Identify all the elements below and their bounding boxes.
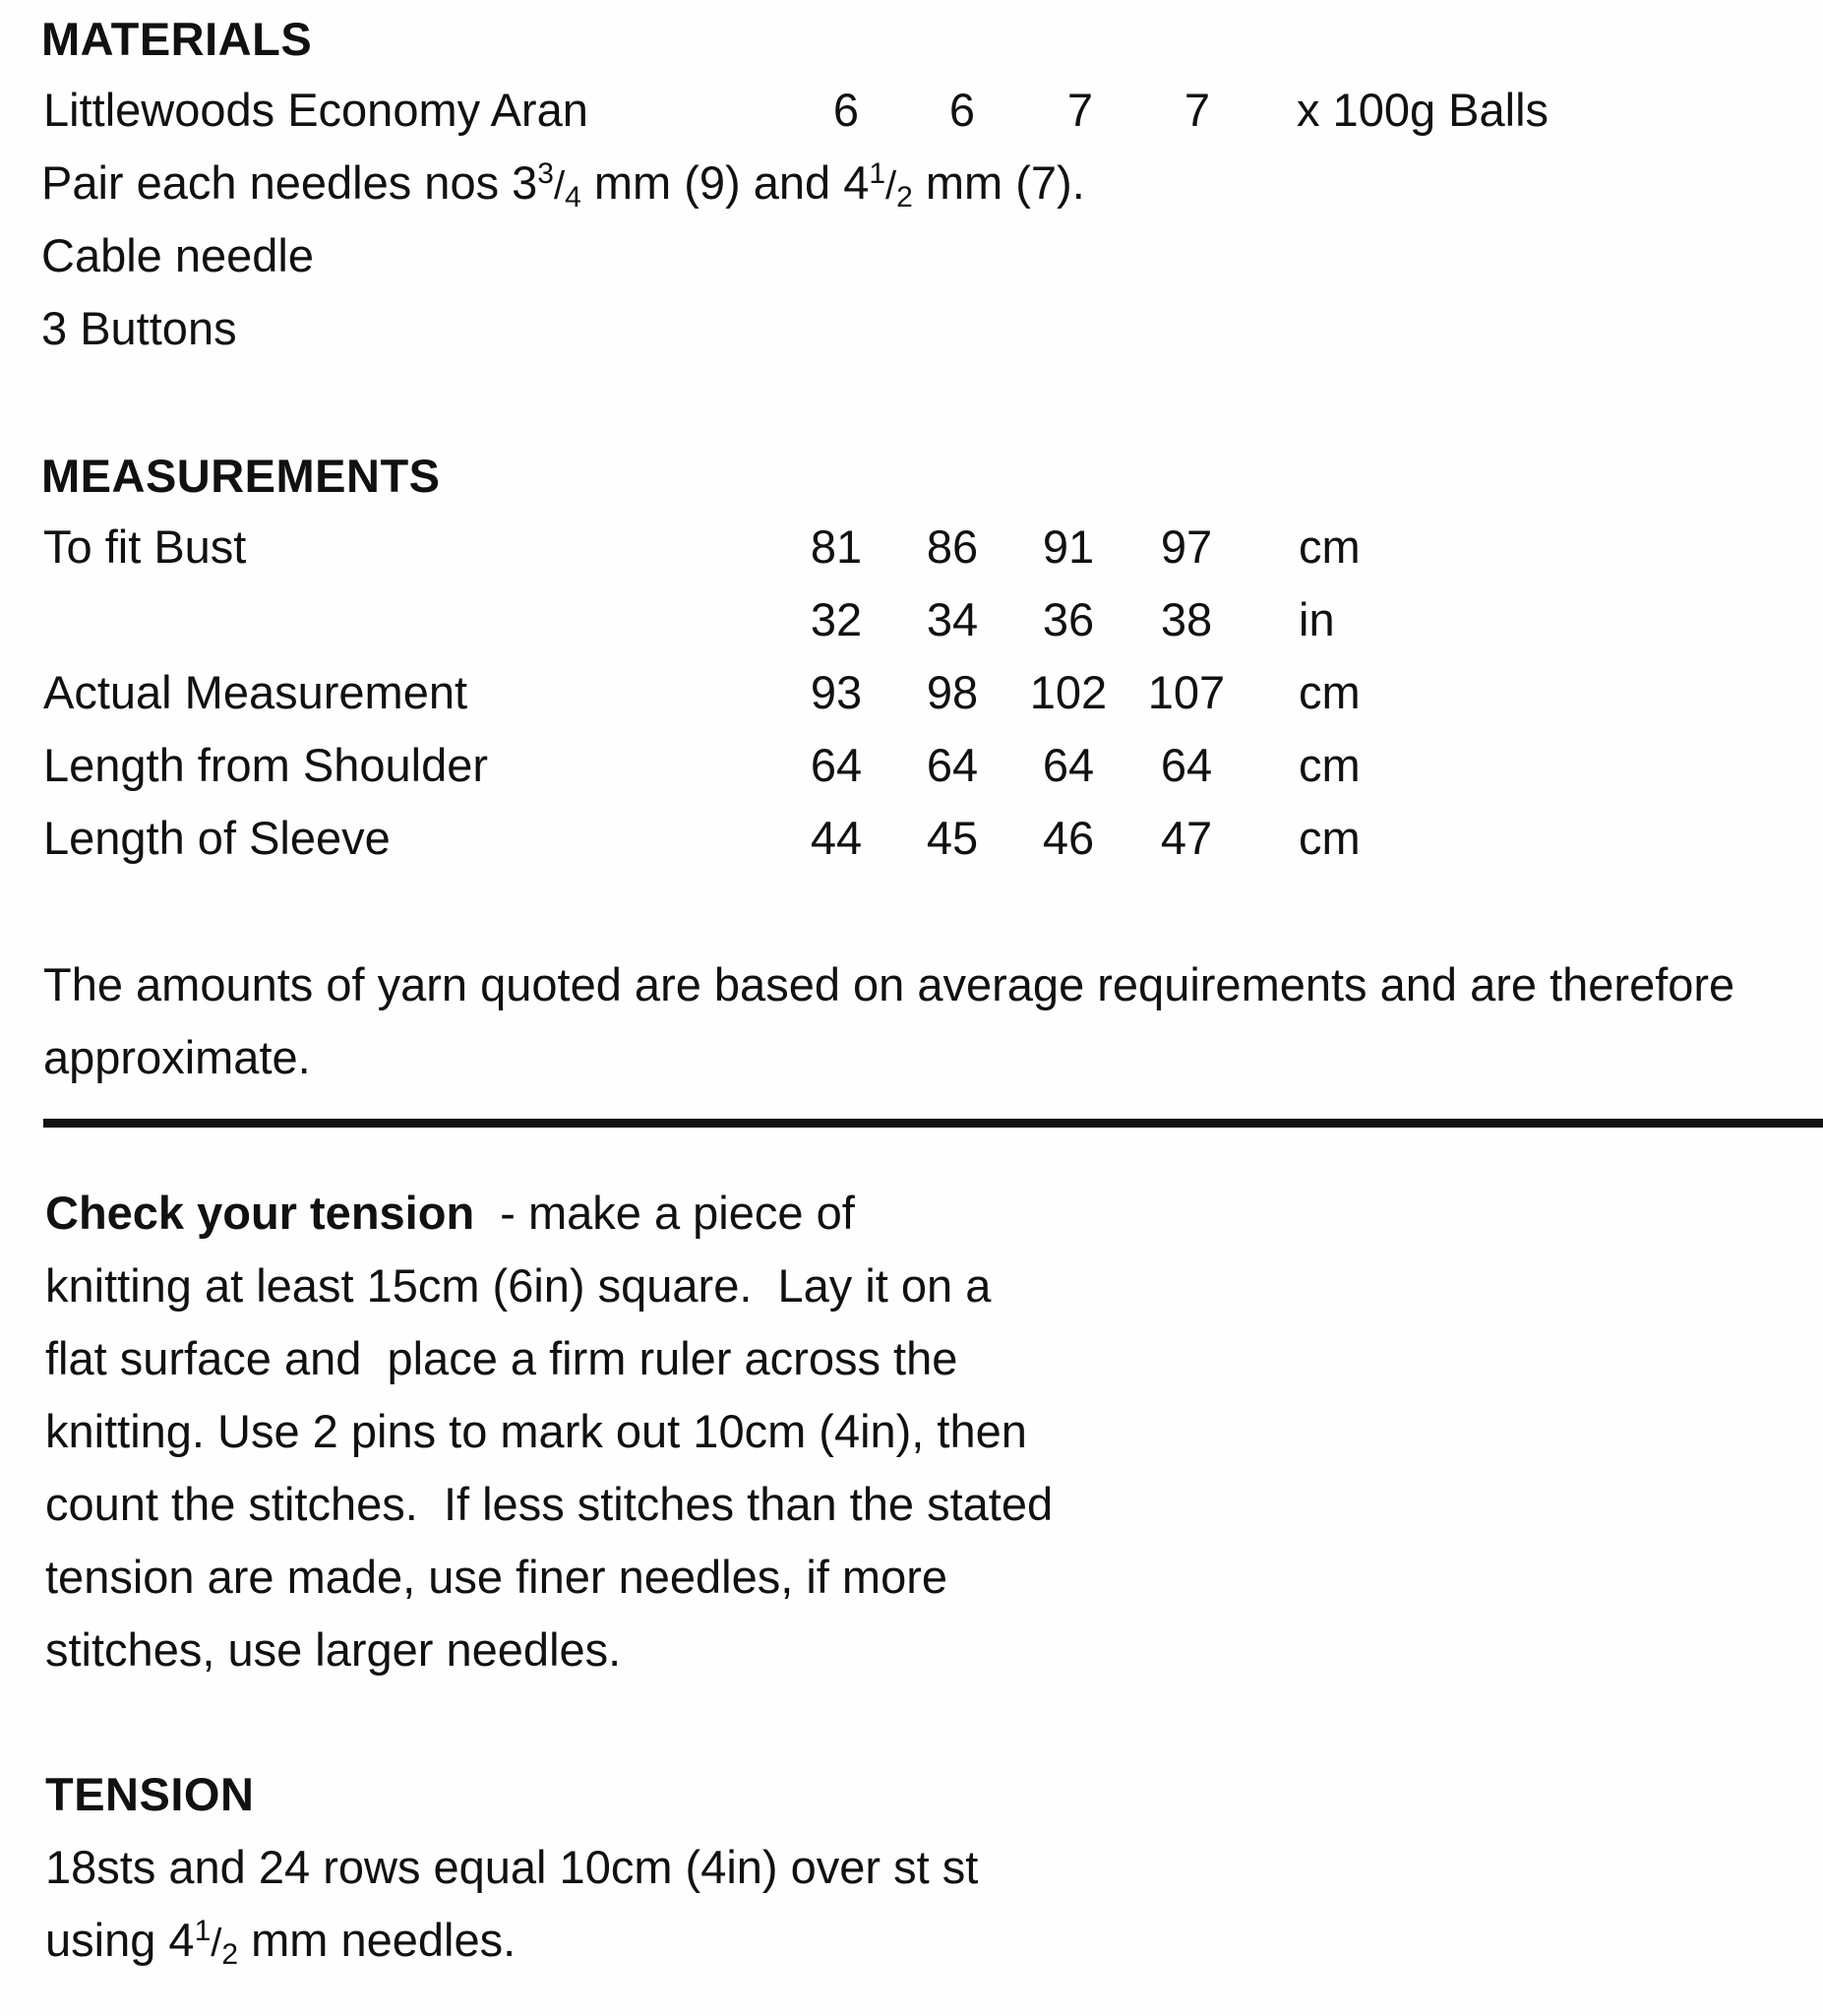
measurement-value: 36	[1042, 593, 1095, 645]
yarn-note-line: The amounts of yarn quoted are based on average requirements and are therefore	[43, 958, 1735, 1010]
measurement-value: 86	[926, 520, 979, 573]
measurement-row	[0, 811, 1823, 870]
measurement-label: Length of Sleeve	[43, 812, 391, 864]
section-divider	[43, 1119, 1823, 1128]
check-tension-line: flat surface and place a firm ruler across the	[45, 1332, 958, 1384]
check-tension-title: Check your tension	[45, 1187, 475, 1239]
needle-size1-den: 4	[565, 181, 581, 214]
cable-needle-line: Cable needle	[41, 229, 314, 281]
measurement-row	[0, 665, 1823, 724]
needles-prefix: Pair each needles nos 3	[41, 156, 538, 209]
yarn-qty-1: 6	[832, 84, 860, 136]
yarn-label: Littlewoods Economy Aran	[43, 84, 588, 136]
measurements-heading: MEASUREMENTS	[41, 450, 441, 502]
measurement-value: 64	[1042, 739, 1095, 791]
measurement-value: 107	[1147, 666, 1226, 718]
yarn-row	[0, 83, 1823, 142]
check-tension-first-line	[45, 1177, 1053, 1250]
check-tension-line: stitches, use larger needles.	[45, 1623, 622, 1676]
yarn-qty-2: 6	[948, 84, 976, 136]
check-tension-line: knitting. Use 2 pins to mark out 10cm (4in), then	[45, 1405, 1027, 1457]
check-tension-paragraph	[45, 1177, 1053, 1686]
yarn-qty-4: 7	[1184, 84, 1211, 136]
measurement-label: To fit Bust	[43, 520, 247, 573]
needle-size1-num: 3	[537, 157, 554, 190]
tension-needles-line: using $4^1/_2$ mm needles.	[45, 1914, 517, 1971]
needles-line: Pair each needles nos $3^3/_4$ mm (9) and $4^1/_2$ mm (7).	[41, 156, 1085, 214]
materials-heading: MATERIALS	[41, 13, 313, 65]
tension-heading: TENSION	[45, 1768, 255, 1820]
measurement-label: Length from Shoulder	[43, 739, 489, 791]
yarn-note-line: approximate.	[43, 1031, 311, 1083]
measurement-value: 98	[926, 666, 979, 718]
measurement-value: 44	[810, 812, 863, 864]
tension-line: 18sts and 24 rows equal 10cm (4in) over st st	[45, 1841, 979, 1893]
check-tension-intro: - make a piece of	[474, 1187, 855, 1239]
yarn-unit: x 100g Balls	[1297, 84, 1550, 136]
tension-needle-num: 1	[194, 1915, 212, 1947]
measurement-value: 93	[810, 666, 863, 718]
measurement-row	[0, 519, 1823, 579]
measurement-value: 91	[1042, 520, 1095, 573]
measurement-value: 81	[810, 520, 863, 573]
measurement-value: 38	[1160, 593, 1213, 645]
measurement-row	[0, 738, 1823, 797]
measurement-value: 46	[1042, 812, 1095, 864]
measurement-value: 45	[926, 812, 979, 864]
tension-line2-prefix: using 4	[45, 1914, 195, 1966]
measurement-unit: cm	[1299, 739, 1361, 791]
check-tension-line: knitting at least 15cm (6in) square. Lay it on a	[45, 1259, 992, 1312]
needles-mid: mm (9) and 4	[580, 156, 870, 209]
needle-size2-num: 1	[869, 157, 886, 190]
measurement-row	[0, 592, 1823, 651]
measurement-unit: cm	[1299, 812, 1361, 864]
measurement-value: 47	[1160, 812, 1213, 864]
measurement-value: 64	[1160, 739, 1213, 791]
measurement-value: 97	[1160, 520, 1213, 573]
check-tension-line: count the stitches. If less stitches than the stated	[45, 1478, 1054, 1530]
tension-needle-den: 2	[221, 1938, 239, 1971]
measurement-value: 32	[810, 593, 863, 645]
measurement-value: 64	[926, 739, 979, 791]
measurement-value: 102	[1029, 666, 1108, 718]
buttons-line: 3 Buttons	[41, 302, 237, 354]
needle-size2-den: 2	[896, 181, 913, 214]
yarn-note	[43, 948, 1734, 1094]
needles-suffix: mm (7).	[912, 156, 1085, 209]
measurement-unit: in	[1299, 593, 1335, 645]
check-tension-line: tension are made, use finer needles, if more	[45, 1551, 948, 1603]
measurement-label: Actual Measurement	[43, 666, 468, 718]
tension-line2-suffix: mm needles.	[238, 1914, 517, 1966]
measurement-value: 64	[810, 739, 863, 791]
yarn-qty-3: 7	[1066, 84, 1094, 136]
measurement-unit: cm	[1299, 520, 1361, 573]
measurement-value: 34	[926, 593, 979, 645]
measurement-unit: cm	[1299, 666, 1361, 718]
